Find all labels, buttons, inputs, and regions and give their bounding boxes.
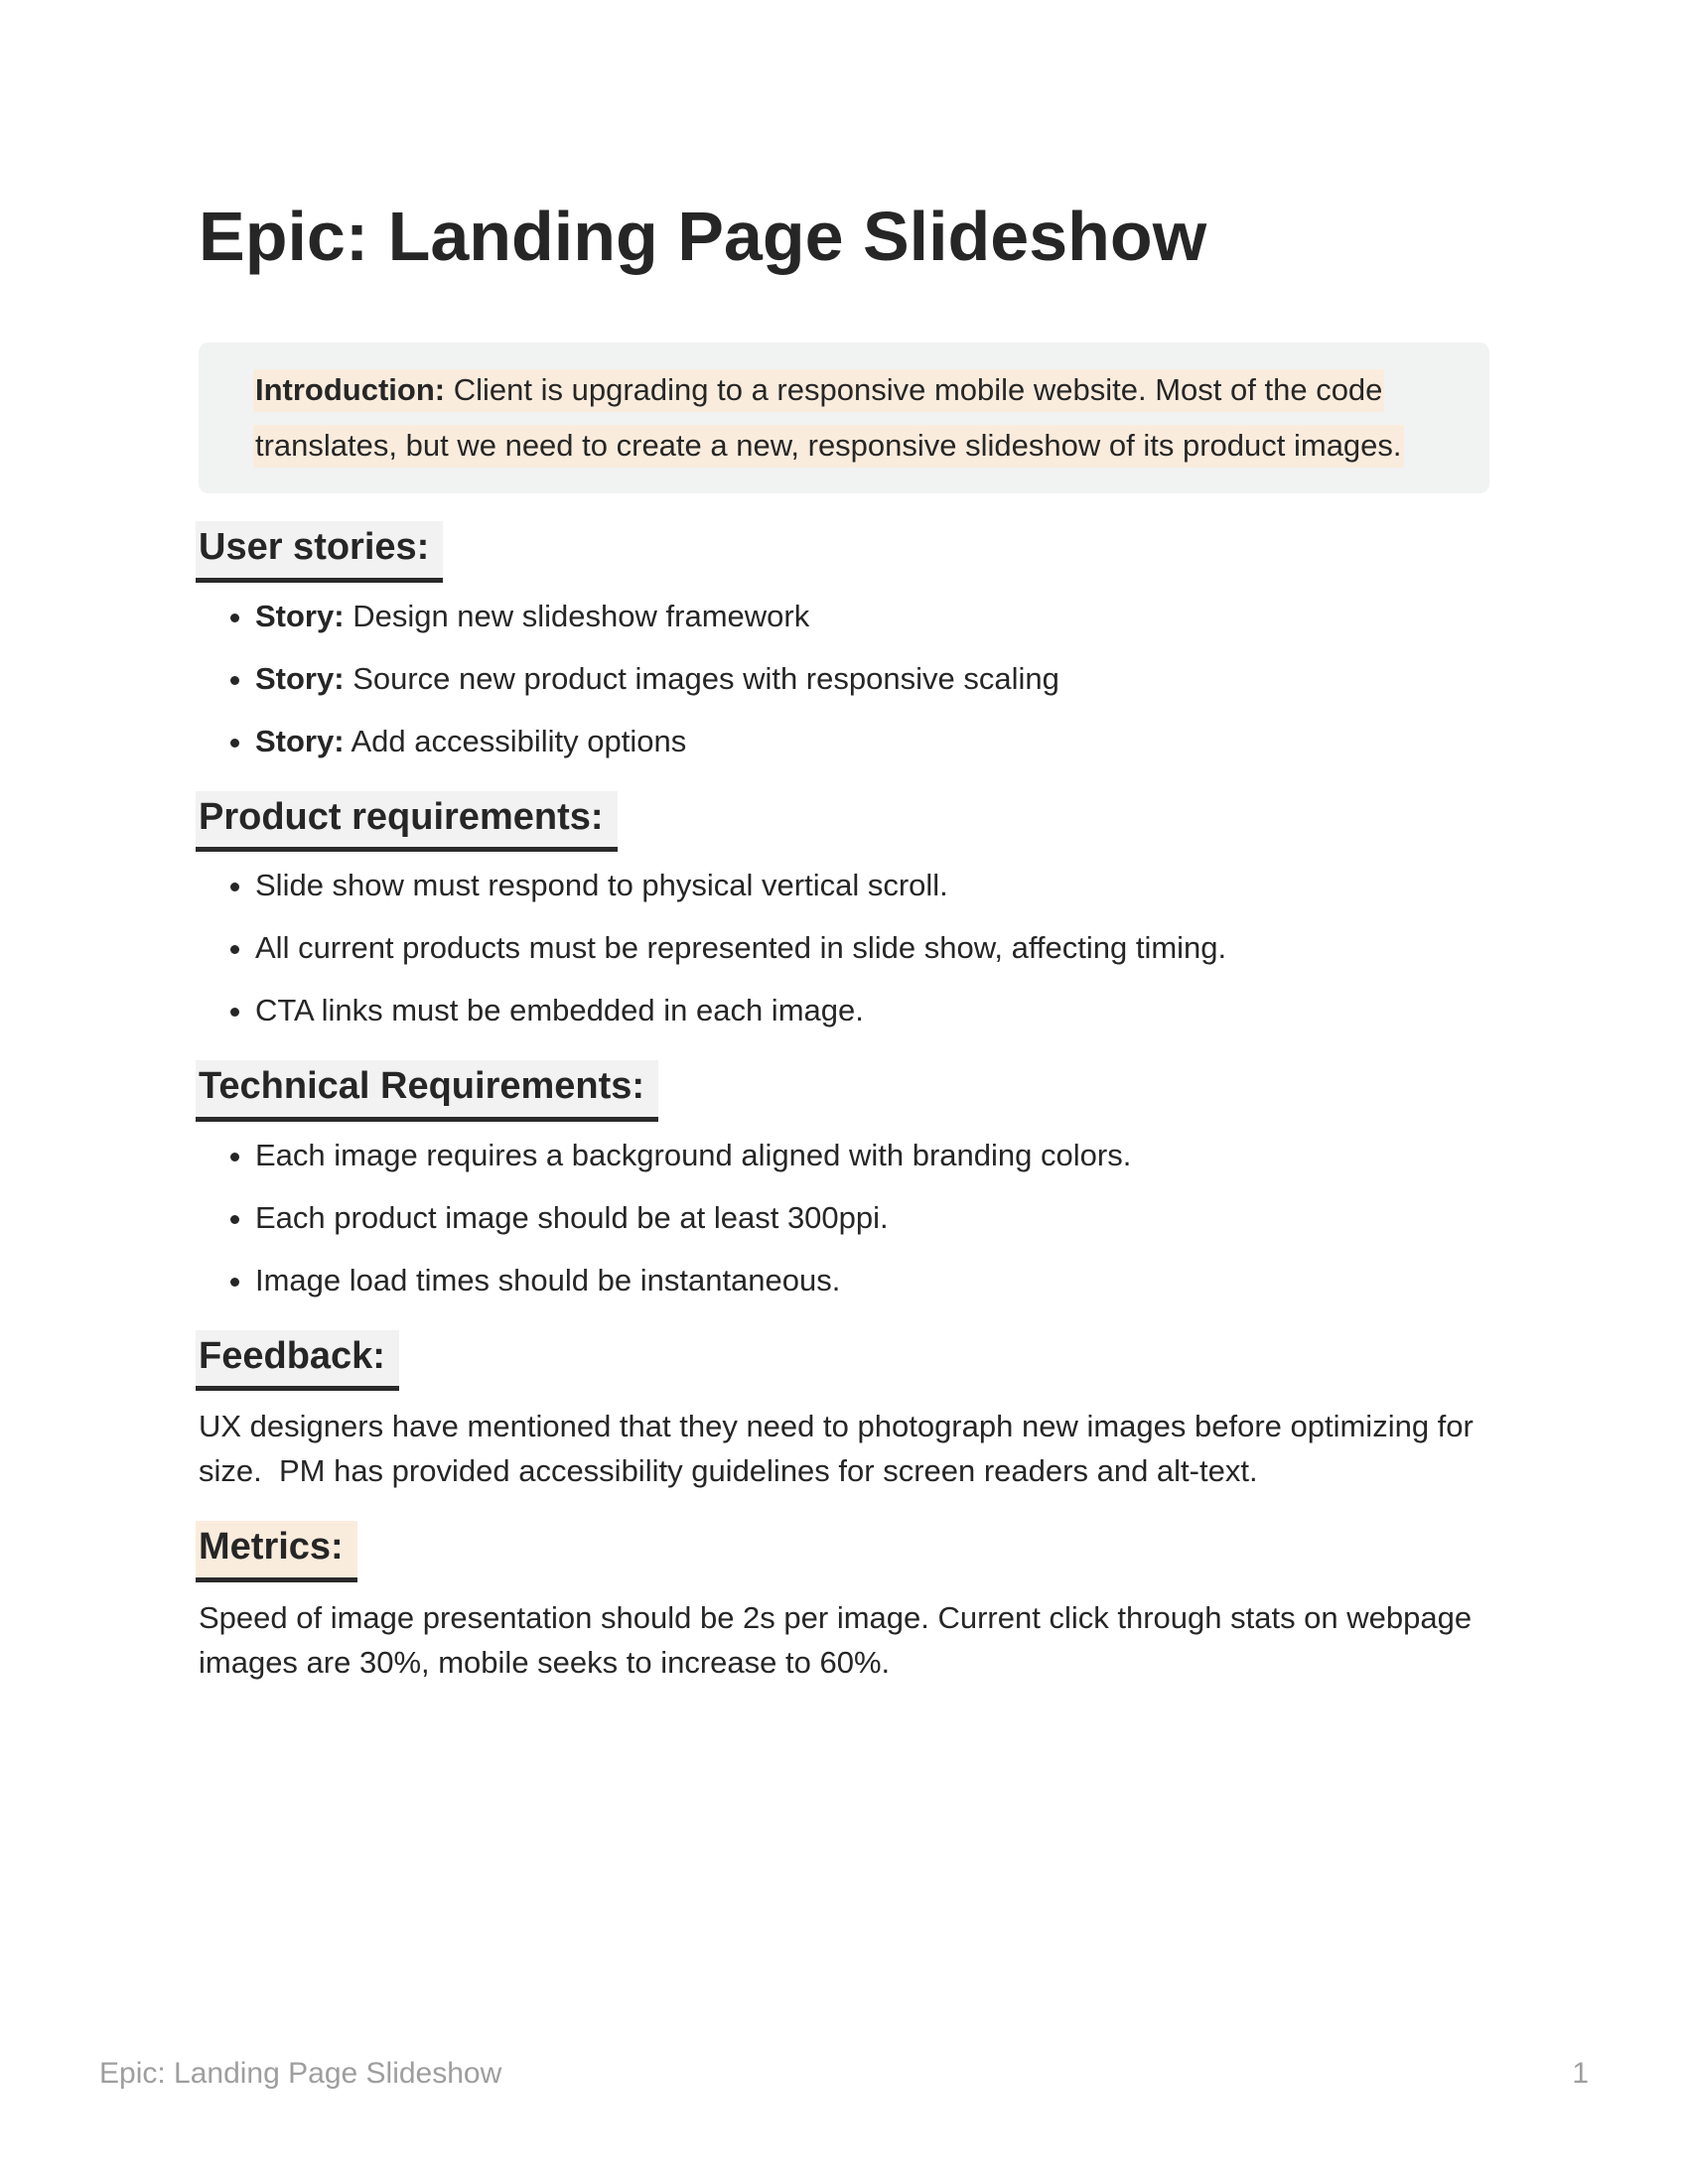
- footer-document-title: Epic: Landing Page Slideshow: [99, 2057, 502, 2090]
- section-heading-user-stories: [199, 521, 1489, 583]
- list-item-bold-label: Story:: [255, 723, 345, 758]
- list-item-text: Source new product images with responsive scaling: [344, 660, 1059, 696]
- list-item: [255, 925, 1489, 970]
- list-item-text: Design new slideshow framework: [344, 598, 810, 633]
- section-heading-metrics: [199, 1521, 1489, 1582]
- list-item: [255, 719, 1489, 763]
- list-item: [255, 863, 1489, 907]
- section-heading-technical-requirements: [199, 1060, 1489, 1122]
- technical-requirements-list: [199, 1133, 1489, 1302]
- section-heading-feedback: [199, 1330, 1489, 1392]
- list-item: [255, 988, 1489, 1032]
- list-item: [255, 656, 1489, 701]
- list-item-text: Add accessibility options: [344, 723, 687, 758]
- page-title: Epic: Landing Page Slideshow: [199, 198, 1207, 275]
- feedback-paragraph: UX designers have mentioned that they need to photograph new images before optimizing for size. PM has provided accessibility guidelines for screen readers and alt-text.: [199, 1409, 1482, 1488]
- document-content: [199, 0, 1489, 1685]
- list-item-text: Each image requires a background aligned with branding colors.: [255, 1137, 1132, 1172]
- introduction-body-text: Client is upgrading to a responsive mobile website. Most of the code translates, but we need to create a new, responsive slideshow of its product images.: [255, 372, 1402, 463]
- product-requirements-list: [199, 863, 1489, 1032]
- list-item: [255, 1133, 1489, 1177]
- list-item-bold-label: Story:: [255, 598, 345, 633]
- list-item-text: Image load times should be instantaneous.: [255, 1262, 841, 1297]
- section-heading-product-requirements: [199, 791, 1489, 853]
- introduction-highlighted-text: [253, 369, 1404, 468]
- section-heading-feedback-label: Feedback:: [196, 1330, 399, 1392]
- section-heading-user-stories-label: User stories:: [196, 521, 443, 583]
- section-heading-metrics-label: Metrics:: [196, 1521, 357, 1582]
- list-item: [255, 1258, 1489, 1302]
- footer-page-number: 1: [1572, 2057, 1589, 2090]
- list-item-text: Slide show must respond to physical vertical scroll.: [255, 868, 948, 902]
- user-stories-list: [199, 594, 1489, 763]
- list-item: [255, 1195, 1489, 1240]
- list-item-text: Each product image should be at least 300ppi.: [255, 1199, 889, 1235]
- introduction-callout: [199, 342, 1489, 493]
- list-item-text: CTA links must be embedded in each image.: [255, 993, 864, 1027]
- list-item-text: All current products must be represented in slide show, affecting timing.: [255, 930, 1227, 965]
- list-item-bold-label: Story:: [255, 660, 345, 696]
- section-heading-product-requirements-label: Product requirements:: [196, 791, 618, 853]
- introduction-label: Introduction:: [255, 372, 446, 407]
- list-item: [255, 594, 1489, 638]
- metrics-paragraph: Speed of image presentation should be 2s per image. Current click through stats on webpage images are 30%, mobile seeks to increase to 60%.: [199, 1599, 1480, 1680]
- page-footer: [99, 2057, 1589, 2090]
- section-heading-technical-requirements-label: Technical Requirements:: [196, 1060, 658, 1122]
